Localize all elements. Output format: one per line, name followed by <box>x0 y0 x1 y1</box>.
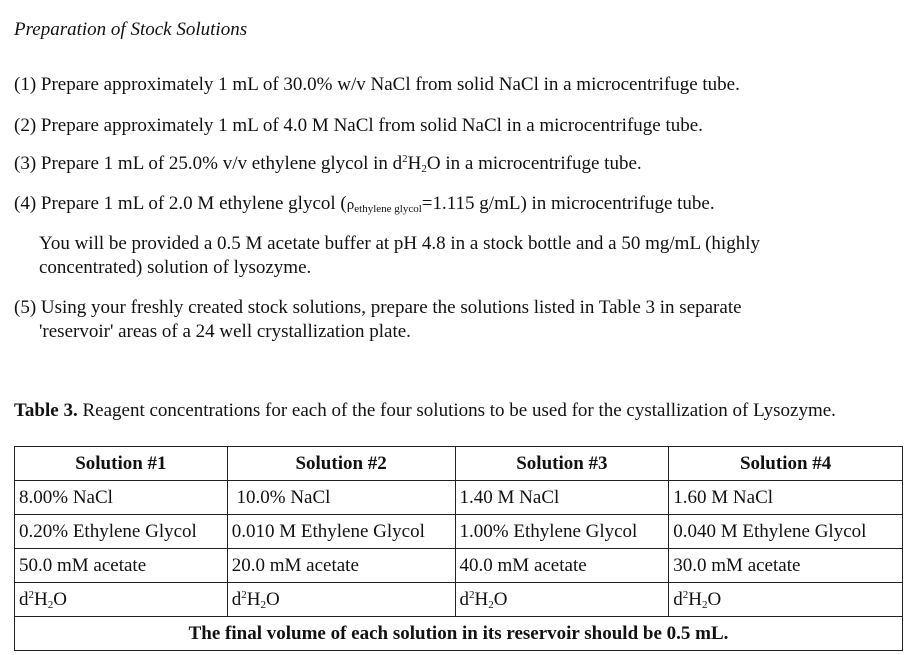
step-5-line-1: (5) Using your freshly created stock solutions, prepare the solutions listed in Table 3 in separate <box>14 297 742 318</box>
table-cell: 8.00% NaCl <box>15 481 228 515</box>
header-solution-4: Solution #4 <box>669 447 903 481</box>
table-caption-label: Table 3. <box>14 400 78 421</box>
step-3-h: H <box>407 153 422 174</box>
step-3-superscript: 2 <box>402 153 408 165</box>
step-4-text-before: (4) Prepare 1 mL of 2.0 M ethylene glycol ( <box>14 193 347 214</box>
table-cell: 0.010 M Ethylene Glycol <box>227 515 455 549</box>
step-3-text-after: O in a microcentrifuge tube. <box>426 153 642 174</box>
header-solution-2: Solution #2 <box>227 447 455 481</box>
step-3 <box>14 153 642 175</box>
table-footer-row <box>15 617 903 651</box>
table-cell: 10.0% NaCl <box>227 481 455 515</box>
step-5-line-2: 'reservoir' areas of a 24 well crystallization plate. <box>39 321 411 342</box>
density-subscript: ethylene glycol <box>354 203 422 215</box>
step-1: (1) Prepare approximately 1 mL of 30.0% w/v NaCl from solid NaCl in a microcentrifuge tube. <box>14 74 740 95</box>
step-5 <box>14 296 874 344</box>
header-solution-1: Solution #1 <box>15 447 228 481</box>
density-symbol: ρ <box>346 197 355 213</box>
buffer-note: You will be provided a 0.5 M acetate buffer at pH 4.8 in a stock bottle and a 50 mg/mL (highly concentrated) solution of lysozyme. <box>39 233 760 278</box>
water-cell: $d^2H_2O$ <box>227 583 455 617</box>
step-3-subscript: 2 <box>421 163 427 175</box>
table-caption-text: Reagent concentrations for each of the four solutions to be used for the cystallization of Lysozyme. <box>77 400 836 421</box>
reagent-table <box>14 446 903 651</box>
table-cell: 0.040 M Ethylene Glycol <box>669 515 903 549</box>
step-4 <box>14 193 715 215</box>
step-2: (2) Prepare approximately 1 mL of 4.0 M NaCl from solid NaCl in a microcentrifuge tube. <box>14 115 703 136</box>
table-header-row <box>15 447 903 481</box>
section-heading: Preparation of Stock Solutions <box>14 19 248 40</box>
table-row <box>15 481 903 515</box>
table-cell: 1.40 M NaCl <box>455 481 669 515</box>
table-cell: 20.0 mM acetate <box>227 549 455 583</box>
table-caption <box>14 399 894 423</box>
table-row-water <box>15 583 903 617</box>
header-solution-3: Solution #3 <box>455 447 669 481</box>
water-cell: $d^2H_2O$ <box>15 583 228 617</box>
table-cell: 30.0 mM acetate <box>669 549 903 583</box>
table-cell: 1.00% Ethylene Glycol <box>455 515 669 549</box>
table-cell: 0.20% Ethylene Glycol <box>15 515 228 549</box>
table-row <box>15 515 903 549</box>
final-volume-note: The final volume of each solution in its reservoir should be 0.5 mL. <box>15 617 903 651</box>
table-cell: 50.0 mM acetate <box>15 549 228 583</box>
step-3-text-before: (3) Prepare 1 mL of 25.0% v/v ethylene glycol in d <box>14 153 403 174</box>
table-row <box>15 549 903 583</box>
table-cell: 1.60 M NaCl <box>669 481 903 515</box>
water-cell: $d^2H_2O$ <box>455 583 669 617</box>
table-cell: 40.0 mM acetate <box>455 549 669 583</box>
water-cell: $d^2H_2O$ <box>669 583 903 617</box>
step-4-text-after: =1.115 g/mL) in microcentrifuge tube. <box>421 193 715 214</box>
